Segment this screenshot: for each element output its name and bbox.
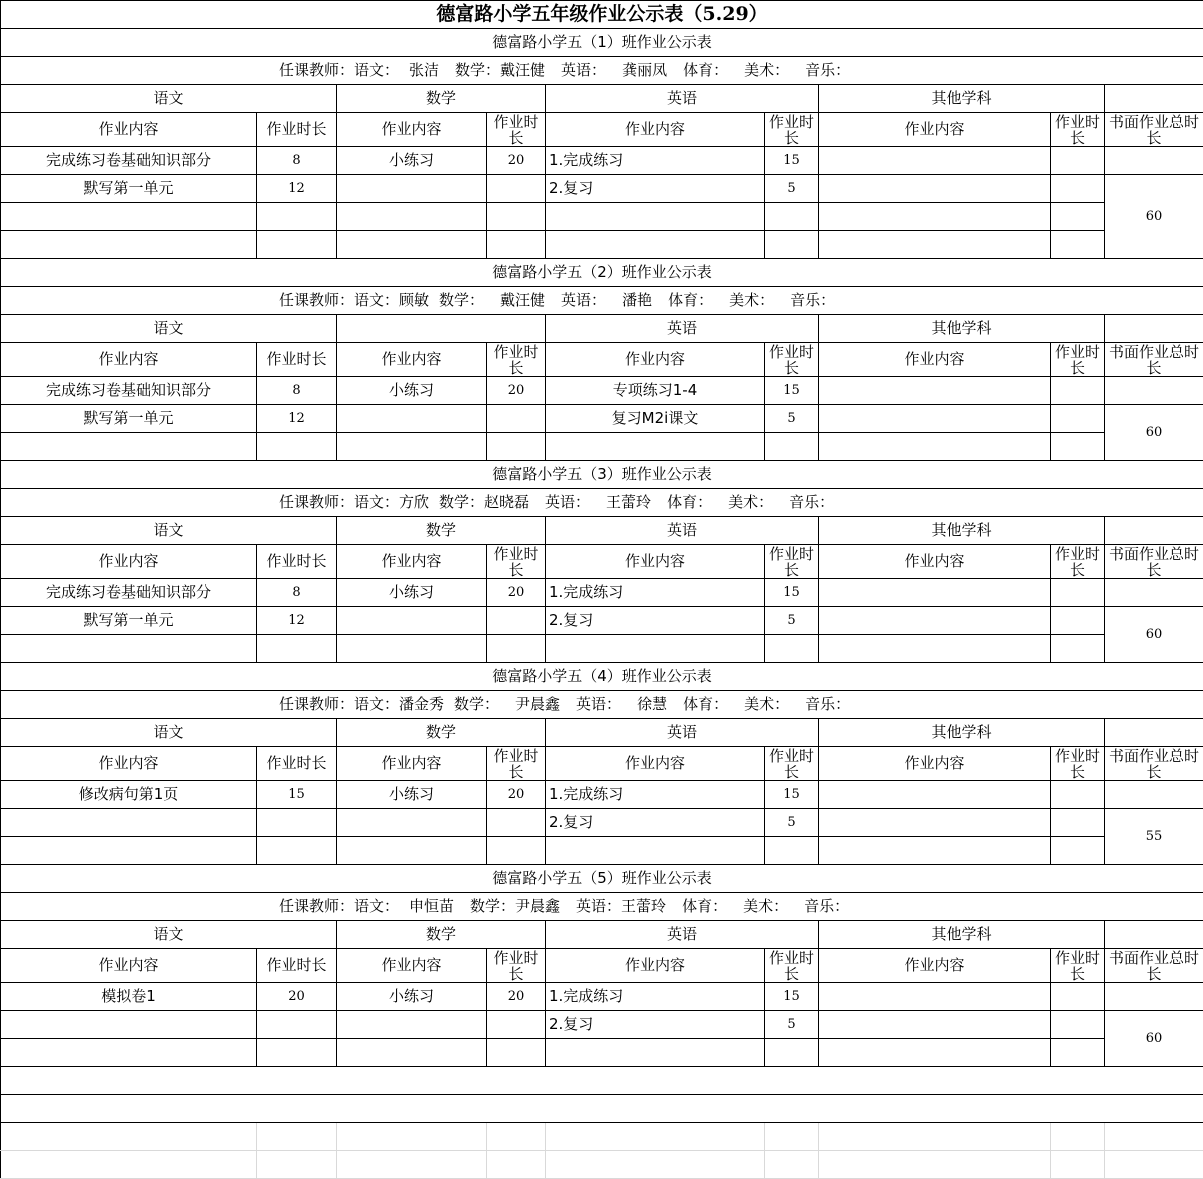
cell-math-duration bbox=[487, 1011, 546, 1039]
teacher-item: 音乐： bbox=[790, 291, 836, 309]
grid-cell bbox=[546, 1123, 765, 1151]
cell-chinese-duration: 12 bbox=[257, 607, 337, 635]
cell-chinese-duration: 15 bbox=[257, 781, 337, 809]
cell-chinese-content: 默写第一单元 bbox=[1, 175, 257, 203]
subject-blank bbox=[1105, 719, 1203, 747]
cell-math-content bbox=[337, 809, 487, 837]
cell-math-content bbox=[337, 405, 487, 433]
header-total: 书面作业总时长 bbox=[1105, 949, 1203, 983]
teacher-item: 体育： bbox=[683, 61, 729, 79]
cell-chinese-duration: 20 bbox=[257, 983, 337, 1011]
grid-cell bbox=[1, 1151, 257, 1179]
header-content: 作业内容 bbox=[546, 747, 765, 781]
header-content: 作业内容 bbox=[1, 747, 257, 781]
cell-english-content: 2.复习 bbox=[546, 809, 765, 837]
subject-math: 数学 bbox=[337, 517, 546, 545]
cell-english-duration: 15 bbox=[765, 579, 819, 607]
cell-math-content: 小练习 bbox=[337, 781, 487, 809]
cell-english-content bbox=[546, 635, 765, 663]
teacher-item: 英语： bbox=[561, 61, 607, 79]
header-duration: 作业时长 bbox=[765, 545, 819, 579]
teachers-row bbox=[1, 893, 1203, 921]
teacher-item: 龚丽凤 bbox=[622, 61, 668, 79]
header-duration: 作业时长 bbox=[1051, 113, 1105, 147]
cell-chinese-content bbox=[1, 1039, 257, 1067]
teacher-item: 数学：戴汪健 bbox=[455, 61, 546, 79]
cell-other-duration bbox=[1051, 203, 1105, 231]
header-duration: 作业时长 bbox=[257, 949, 337, 983]
cell-other-duration bbox=[1051, 635, 1105, 663]
cell-english-duration: 5 bbox=[765, 175, 819, 203]
subject-other: 其他学科 bbox=[819, 85, 1105, 113]
subject-math: 数学 bbox=[337, 921, 546, 949]
cell-math-content bbox=[337, 607, 487, 635]
cell-english-duration: 5 bbox=[765, 607, 819, 635]
header-duration: 作业时长 bbox=[487, 113, 546, 147]
cell-math-duration bbox=[487, 1039, 546, 1067]
cell-other-content bbox=[819, 231, 1051, 259]
cell-chinese-duration: 8 bbox=[257, 579, 337, 607]
teacher-item: 数学： bbox=[454, 695, 500, 713]
page-title: 德富路小学五年级作业公示表（5.29） bbox=[1, 1, 1203, 29]
header-content: 作业内容 bbox=[546, 113, 765, 147]
cell-math-duration bbox=[487, 175, 546, 203]
header-content: 作业内容 bbox=[1, 949, 257, 983]
cell-english-duration bbox=[765, 433, 819, 461]
subject-other: 其他学科 bbox=[819, 719, 1105, 747]
cell-math-content: 小练习 bbox=[337, 579, 487, 607]
cell-english-duration: 15 bbox=[765, 377, 819, 405]
cell-other-content bbox=[819, 377, 1051, 405]
grid-cell bbox=[337, 1123, 487, 1151]
teacher-item: 张洁 bbox=[409, 61, 440, 79]
grid-cell bbox=[1105, 1151, 1203, 1179]
grid-cell bbox=[1051, 1123, 1105, 1151]
cell-chinese-content: 完成练习卷基础知识部分 bbox=[1, 579, 257, 607]
header-duration: 作业时长 bbox=[765, 949, 819, 983]
cell-math-content bbox=[337, 837, 487, 865]
cell-english-duration: 15 bbox=[765, 781, 819, 809]
subject-english: 英语 bbox=[546, 719, 819, 747]
teacher-item: 音乐： bbox=[805, 695, 851, 713]
cell-english-duration bbox=[765, 837, 819, 865]
cell-other-content bbox=[819, 781, 1051, 809]
header-duration: 作业时长 bbox=[487, 343, 546, 377]
teacher-item: 徐慧 bbox=[637, 695, 668, 713]
cell-chinese-content bbox=[1, 809, 257, 837]
teacher-item: 英语： bbox=[561, 291, 607, 309]
header-content: 作业内容 bbox=[546, 545, 765, 579]
header-content: 作业内容 bbox=[819, 113, 1051, 147]
header-content: 作业内容 bbox=[546, 949, 765, 983]
teacher-item: 美术： bbox=[744, 695, 790, 713]
cell-chinese-duration bbox=[257, 1039, 337, 1067]
cell-math-duration: 20 bbox=[487, 377, 546, 405]
cell-english-content bbox=[546, 837, 765, 865]
teacher-item: 尹晨鑫 bbox=[515, 695, 561, 713]
cell-other-duration bbox=[1051, 1011, 1105, 1039]
cell-english-duration bbox=[765, 635, 819, 663]
cell-other-duration bbox=[1051, 983, 1105, 1011]
cell-english-duration: 5 bbox=[765, 405, 819, 433]
cell-english-duration: 5 bbox=[765, 1011, 819, 1039]
cell-english-content: 1.完成练习 bbox=[546, 579, 765, 607]
cell-english-duration bbox=[765, 1039, 819, 1067]
blank-row bbox=[1, 1095, 1203, 1123]
teacher-item: 任课教师：语文：方欣 bbox=[279, 493, 430, 511]
teacher-item: 任课教师：语文：顾敏 bbox=[279, 291, 430, 309]
cell-math-duration bbox=[487, 231, 546, 259]
header-content: 作业内容 bbox=[337, 113, 487, 147]
cell-english-content: 1.完成练习 bbox=[546, 983, 765, 1011]
cell-math-content: 小练习 bbox=[337, 377, 487, 405]
cell-math-duration: 20 bbox=[487, 579, 546, 607]
cell-math-content: 小练习 bbox=[337, 983, 487, 1011]
cell-math-content: 小练习 bbox=[337, 147, 487, 175]
cell-total: 60 bbox=[1105, 405, 1203, 461]
teacher-item: 戴汪健 bbox=[500, 291, 546, 309]
cell-chinese-content bbox=[1, 433, 257, 461]
grid-cell bbox=[1, 1123, 257, 1151]
teacher-item: 任课教师：语文： bbox=[279, 61, 400, 79]
cell-chinese-content: 默写第一单元 bbox=[1, 607, 257, 635]
class-title: 德富路小学五（3）班作业公示表 bbox=[1, 461, 1203, 489]
cell-other-duration bbox=[1051, 809, 1105, 837]
subject-math: 数学 bbox=[337, 85, 546, 113]
cell-chinese-content: 默写第一单元 bbox=[1, 405, 257, 433]
teacher-item: 音乐： bbox=[804, 897, 850, 915]
cell-english-content bbox=[546, 1039, 765, 1067]
teacher-item: 体育： bbox=[667, 493, 713, 511]
cell-other-duration bbox=[1051, 1039, 1105, 1067]
subject-english: 英语 bbox=[546, 85, 819, 113]
header-duration: 作业时长 bbox=[1051, 747, 1105, 781]
grid-cell bbox=[546, 1151, 765, 1179]
cell-math-duration bbox=[487, 405, 546, 433]
cell-english-duration: 15 bbox=[765, 147, 819, 175]
subject-blank bbox=[1105, 315, 1203, 343]
cell-other-duration bbox=[1051, 837, 1105, 865]
subject-other: 其他学科 bbox=[819, 315, 1105, 343]
cell-total-top bbox=[1105, 579, 1203, 607]
cell-other-duration bbox=[1051, 147, 1105, 175]
cell-chinese-content: 模拟卷1 bbox=[1, 983, 257, 1011]
cell-chinese-duration: 12 bbox=[257, 405, 337, 433]
header-content: 作业内容 bbox=[819, 343, 1051, 377]
cell-other-content bbox=[819, 607, 1051, 635]
cell-math-duration bbox=[487, 203, 546, 231]
header-duration: 作业时长 bbox=[1051, 343, 1105, 377]
teacher-item: 音乐： bbox=[805, 61, 851, 79]
subject-chinese: 语文 bbox=[1, 517, 337, 545]
header-content: 作业内容 bbox=[819, 747, 1051, 781]
header-content: 作业内容 bbox=[337, 545, 487, 579]
blank-row bbox=[1, 1067, 1203, 1095]
grid-cell bbox=[337, 1151, 487, 1179]
teacher-item: 美术： bbox=[743, 897, 789, 915]
cell-other-content bbox=[819, 837, 1051, 865]
cell-math-content bbox=[337, 635, 487, 663]
cell-chinese-content bbox=[1, 203, 257, 231]
cell-other-duration bbox=[1051, 405, 1105, 433]
header-duration: 作业时长 bbox=[765, 343, 819, 377]
header-content: 作业内容 bbox=[819, 949, 1051, 983]
teacher-item: 英语： bbox=[576, 695, 622, 713]
header-duration: 作业时长 bbox=[487, 949, 546, 983]
cell-english-duration: 15 bbox=[765, 983, 819, 1011]
cell-chinese-duration bbox=[257, 203, 337, 231]
cell-other-content bbox=[819, 635, 1051, 663]
subject-blank bbox=[1105, 517, 1203, 545]
cell-english-duration bbox=[765, 203, 819, 231]
cell-chinese-duration bbox=[257, 433, 337, 461]
cell-other-duration bbox=[1051, 175, 1105, 203]
subject-chinese: 语文 bbox=[1, 315, 337, 343]
cell-total-top bbox=[1105, 781, 1203, 809]
teacher-item: 数学： bbox=[439, 291, 485, 309]
cell-other-duration bbox=[1051, 231, 1105, 259]
cell-chinese-content bbox=[1, 231, 257, 259]
header-duration: 作业时长 bbox=[257, 747, 337, 781]
header-content: 作业内容 bbox=[546, 343, 765, 377]
cell-chinese-content: 完成练习卷基础知识部分 bbox=[1, 147, 257, 175]
cell-chinese-content bbox=[1, 837, 257, 865]
teacher-item: 美术： bbox=[744, 61, 790, 79]
cell-other-content bbox=[819, 579, 1051, 607]
cell-total: 60 bbox=[1105, 175, 1203, 259]
cell-english-content bbox=[546, 203, 765, 231]
cell-math-duration bbox=[487, 837, 546, 865]
cell-other-duration bbox=[1051, 781, 1105, 809]
subject-english: 英语 bbox=[546, 921, 819, 949]
cell-english-duration bbox=[765, 231, 819, 259]
cell-english-content: 2.复习 bbox=[546, 607, 765, 635]
header-duration: 作业时长 bbox=[765, 113, 819, 147]
teacher-item: 数学：尹晨鑫 bbox=[470, 897, 561, 915]
teachers-row bbox=[1, 691, 1203, 719]
grid-cell bbox=[257, 1151, 337, 1179]
cell-chinese-content: 修改病句第1页 bbox=[1, 781, 257, 809]
cell-other-duration bbox=[1051, 433, 1105, 461]
cell-english-content: 复习M2i课文 bbox=[546, 405, 765, 433]
teacher-item: 申恒苗 bbox=[409, 897, 455, 915]
cell-math-content bbox=[337, 175, 487, 203]
teacher-item: 任课教师：语文： bbox=[279, 897, 400, 915]
teachers-row bbox=[1, 57, 1203, 85]
grid-cell bbox=[1105, 1123, 1203, 1151]
cell-math-duration bbox=[487, 607, 546, 635]
grid-cell bbox=[819, 1123, 1051, 1151]
subject-english: 英语 bbox=[546, 315, 819, 343]
cell-chinese-duration bbox=[257, 635, 337, 663]
header-duration: 作业时长 bbox=[487, 545, 546, 579]
teacher-item: 美术： bbox=[729, 291, 775, 309]
cell-total: 55 bbox=[1105, 809, 1203, 865]
cell-other-content bbox=[819, 1039, 1051, 1067]
cell-chinese-duration: 8 bbox=[257, 147, 337, 175]
cell-english-content: 2.复习 bbox=[546, 175, 765, 203]
class-title: 德富路小学五（2）班作业公示表 bbox=[1, 259, 1203, 287]
cell-chinese-content bbox=[1, 1011, 257, 1039]
teacher-item: 体育： bbox=[682, 897, 728, 915]
grid-cell bbox=[487, 1151, 546, 1179]
header-duration: 作业时长 bbox=[257, 545, 337, 579]
subject-math: 数学 bbox=[337, 719, 546, 747]
cell-math-content bbox=[337, 1039, 487, 1067]
cell-other-duration bbox=[1051, 607, 1105, 635]
cell-english-content bbox=[546, 433, 765, 461]
cell-other-duration bbox=[1051, 377, 1105, 405]
cell-chinese-content: 完成练习卷基础知识部分 bbox=[1, 377, 257, 405]
grid-cell bbox=[819, 1151, 1051, 1179]
header-duration: 作业时长 bbox=[1051, 949, 1105, 983]
subject-blank bbox=[1105, 921, 1203, 949]
teacher-item: 王蕾玲 bbox=[606, 493, 652, 511]
teacher-item: 美术： bbox=[728, 493, 774, 511]
header-total: 书面作业总时长 bbox=[1105, 343, 1203, 377]
cell-math-duration bbox=[487, 635, 546, 663]
grid-cell bbox=[257, 1123, 337, 1151]
cell-english-duration: 5 bbox=[765, 809, 819, 837]
teacher-item: 体育： bbox=[683, 695, 729, 713]
cell-total-top bbox=[1105, 377, 1203, 405]
cell-other-content bbox=[819, 405, 1051, 433]
teachers-row bbox=[1, 287, 1203, 315]
header-total: 书面作业总时长 bbox=[1105, 545, 1203, 579]
subject-chinese: 语文 bbox=[1, 921, 337, 949]
cell-math-content bbox=[337, 1011, 487, 1039]
subject-other: 其他学科 bbox=[819, 921, 1105, 949]
teacher-item: 任课教师：语文：潘金秀 bbox=[279, 695, 445, 713]
header-content: 作业内容 bbox=[1, 545, 257, 579]
cell-other-content bbox=[819, 1011, 1051, 1039]
subject-other: 其他学科 bbox=[819, 517, 1105, 545]
header-duration: 作业时长 bbox=[257, 113, 337, 147]
cell-english-content: 专项练习1-4 bbox=[546, 377, 765, 405]
cell-math-content bbox=[337, 433, 487, 461]
class-title: 德富路小学五（5）班作业公示表 bbox=[1, 865, 1203, 893]
header-duration: 作业时长 bbox=[765, 747, 819, 781]
header-content: 作业内容 bbox=[337, 949, 487, 983]
cell-english-content bbox=[546, 231, 765, 259]
cell-math-content bbox=[337, 231, 487, 259]
header-content: 作业内容 bbox=[337, 343, 487, 377]
cell-math-duration: 20 bbox=[487, 781, 546, 809]
teacher-item: 数学：赵晓磊 bbox=[439, 493, 530, 511]
cell-chinese-duration bbox=[257, 837, 337, 865]
cell-chinese-duration: 12 bbox=[257, 175, 337, 203]
cell-total-top bbox=[1105, 147, 1203, 175]
cell-other-content bbox=[819, 983, 1051, 1011]
cell-math-duration: 20 bbox=[487, 147, 546, 175]
subject-math bbox=[337, 315, 546, 343]
subject-chinese: 语文 bbox=[1, 85, 337, 113]
cell-english-content: 2.复习 bbox=[546, 1011, 765, 1039]
cell-english-content: 1.完成练习 bbox=[546, 147, 765, 175]
cell-math-duration bbox=[487, 433, 546, 461]
header-duration: 作业时长 bbox=[257, 343, 337, 377]
header-duration: 作业时长 bbox=[1051, 545, 1105, 579]
header-total: 书面作业总时长 bbox=[1105, 747, 1203, 781]
grid-cell bbox=[487, 1123, 546, 1151]
cell-other-content bbox=[819, 175, 1051, 203]
header-content: 作业内容 bbox=[1, 343, 257, 377]
subject-english: 英语 bbox=[546, 517, 819, 545]
cell-other-content bbox=[819, 433, 1051, 461]
subject-chinese: 语文 bbox=[1, 719, 337, 747]
cell-math-duration bbox=[487, 809, 546, 837]
grid-cell bbox=[765, 1123, 819, 1151]
cell-math-duration: 20 bbox=[487, 983, 546, 1011]
header-content: 作业内容 bbox=[337, 747, 487, 781]
cell-total: 60 bbox=[1105, 1011, 1203, 1067]
header-total: 书面作业总时长 bbox=[1105, 113, 1203, 147]
header-duration: 作业时长 bbox=[487, 747, 546, 781]
grid-cell bbox=[1051, 1151, 1105, 1179]
teacher-item: 体育： bbox=[668, 291, 714, 309]
teacher-item: 英语： bbox=[545, 493, 591, 511]
cell-chinese-duration bbox=[257, 809, 337, 837]
teacher-item: 潘艳 bbox=[622, 291, 653, 309]
cell-total: 60 bbox=[1105, 607, 1203, 663]
header-content: 作业内容 bbox=[819, 545, 1051, 579]
teacher-item: 音乐： bbox=[789, 493, 835, 511]
teacher-item: 英语：王蕾玲 bbox=[576, 897, 667, 915]
cell-chinese-duration bbox=[257, 1011, 337, 1039]
header-content: 作业内容 bbox=[1, 113, 257, 147]
class-title: 德富路小学五（1）班作业公示表 bbox=[1, 29, 1203, 57]
class-title: 德富路小学五（4）班作业公示表 bbox=[1, 663, 1203, 691]
cell-other-duration bbox=[1051, 579, 1105, 607]
teachers-row bbox=[1, 489, 1203, 517]
cell-math-content bbox=[337, 203, 487, 231]
cell-chinese-content bbox=[1, 635, 257, 663]
grid-cell bbox=[765, 1151, 819, 1179]
cell-other-content bbox=[819, 809, 1051, 837]
cell-chinese-duration: 8 bbox=[257, 377, 337, 405]
cell-total-top bbox=[1105, 983, 1203, 1011]
cell-chinese-duration bbox=[257, 231, 337, 259]
cell-english-content: 1.完成练习 bbox=[546, 781, 765, 809]
subject-blank bbox=[1105, 85, 1203, 113]
cell-other-content bbox=[819, 147, 1051, 175]
cell-other-content bbox=[819, 203, 1051, 231]
